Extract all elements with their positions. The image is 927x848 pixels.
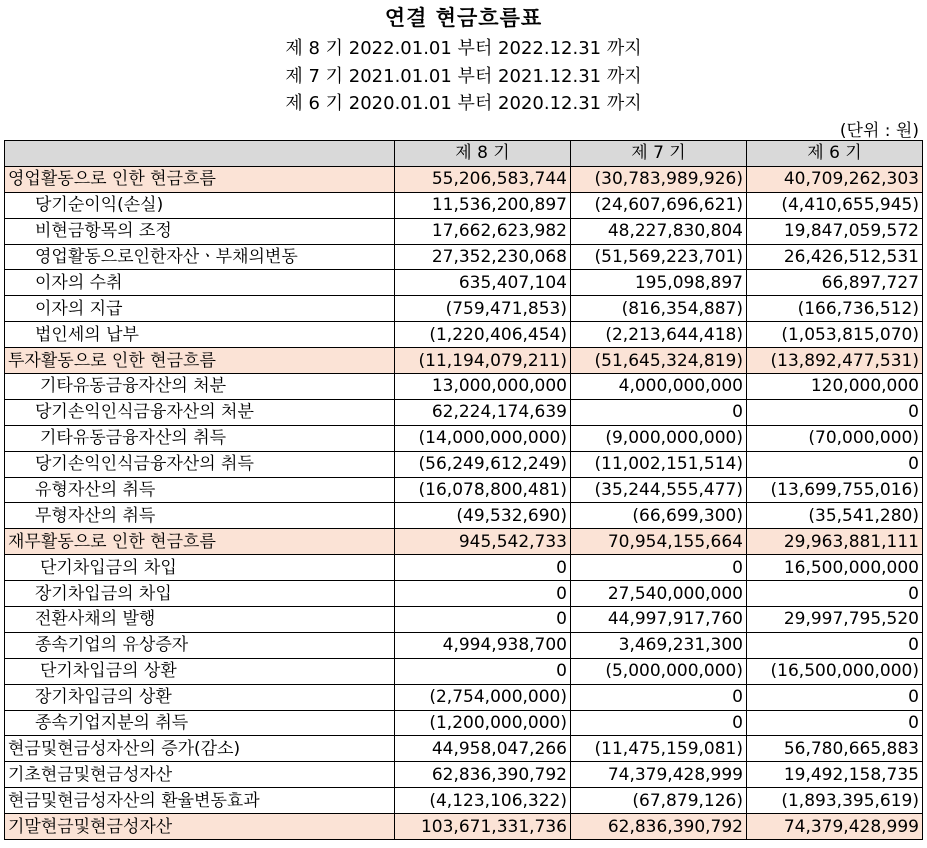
period-line-6: 제 6 기 2020.01.01 부터 2020.12.31 까지	[285, 93, 642, 114]
row-label: 무형자산의 취득	[5, 503, 395, 529]
row-value: 56,780,665,883	[747, 736, 923, 762]
table-row	[5, 555, 923, 581]
row-value: 74,379,428,999	[747, 814, 923, 840]
row-value: (30,783,989,926)	[571, 166, 747, 192]
row-value: 3,469,231,300	[571, 632, 747, 658]
row-value: (67,879,126)	[571, 788, 747, 814]
row-value: 17,662,623,982	[395, 218, 571, 244]
header-period-7: 제 7 기	[571, 141, 747, 167]
row-value: (14,000,000,000)	[395, 425, 571, 451]
row-value: 48,227,830,804	[571, 218, 747, 244]
row-label: 이자의 수취	[5, 270, 395, 296]
row-value: 74,379,428,999	[571, 762, 747, 788]
cash-flow-table	[4, 140, 923, 840]
row-value: (49,532,690)	[395, 503, 571, 529]
row-value: (4,123,106,322)	[395, 788, 571, 814]
table-row	[5, 192, 923, 218]
table-row	[5, 166, 923, 192]
row-label: 단기차입금의 상환	[5, 658, 395, 684]
row-value: (1,220,406,454)	[395, 322, 571, 348]
row-value: 0	[395, 555, 571, 581]
row-value: (66,699,300)	[571, 503, 747, 529]
row-value: 0	[747, 581, 923, 607]
table-row	[5, 529, 923, 555]
row-value: 103,671,331,736	[395, 814, 571, 840]
row-value: 0	[747, 451, 923, 477]
period-line-7: 제 7 기 2021.01.01 부터 2021.12.31 까지	[285, 66, 642, 87]
row-value: 40,709,262,303	[747, 166, 923, 192]
unit-label: (단위 : 원)	[839, 121, 919, 141]
table-row	[5, 374, 923, 400]
header-row	[5, 141, 923, 167]
row-value: 62,836,390,792	[571, 814, 747, 840]
row-label: 현금및현금성자산의 증가(감소)	[5, 736, 395, 762]
table-row	[5, 503, 923, 529]
table-row	[5, 244, 923, 270]
table-row	[5, 296, 923, 322]
row-value: (13,892,477,531)	[747, 348, 923, 374]
row-label: 장기차입금의 차입	[5, 581, 395, 607]
row-value: 0	[571, 555, 747, 581]
row-value: 0	[747, 684, 923, 710]
table-row	[5, 632, 923, 658]
row-label: 종속기업의 유상증자	[5, 632, 395, 658]
row-label: 기타유동금융자산의 처분	[5, 374, 395, 400]
row-value: 11,536,200,897	[395, 192, 571, 218]
row-label: 현금및현금성자산의 환율변동효과	[5, 788, 395, 814]
row-value: 29,997,795,520	[747, 607, 923, 633]
row-label: 비현금항목의 조정	[5, 218, 395, 244]
row-value: (13,699,755,016)	[747, 477, 923, 503]
row-value: (1,200,000,000)	[395, 710, 571, 736]
row-value: 0	[571, 684, 747, 710]
row-label: 영업활동으로인한자산ㆍ부채의변동	[5, 244, 395, 270]
row-value: (4,410,655,945)	[747, 192, 923, 218]
row-value: 44,958,047,266	[395, 736, 571, 762]
row-label: 유형자산의 취득	[5, 477, 395, 503]
row-label: 전환사채의 발행	[5, 607, 395, 633]
header-period-6: 제 6 기	[747, 141, 923, 167]
row-value: (816,354,887)	[571, 296, 747, 322]
row-value: (9,000,000,000)	[571, 425, 747, 451]
row-value: (759,471,853)	[395, 296, 571, 322]
table-row	[5, 425, 923, 451]
row-value: 70,954,155,664	[571, 529, 747, 555]
row-label: 기타유동금융자산의 취득	[5, 425, 395, 451]
row-label: 법인세의 납부	[5, 322, 395, 348]
row-value: 945,542,733	[395, 529, 571, 555]
row-value: (56,249,612,249)	[395, 451, 571, 477]
table-row	[5, 477, 923, 503]
row-value: (5,000,000,000)	[571, 658, 747, 684]
row-value: 4,994,938,700	[395, 632, 571, 658]
row-value: 19,492,158,735	[747, 762, 923, 788]
row-value: (11,002,151,514)	[571, 451, 747, 477]
table-row	[5, 581, 923, 607]
table-row	[5, 348, 923, 374]
row-label: 기초현금및현금성자산	[5, 762, 395, 788]
row-label: 단기차입금의 차입	[5, 555, 395, 581]
row-value: (11,194,079,211)	[395, 348, 571, 374]
row-label: 기말현금및현금성자산	[5, 814, 395, 840]
period-line-8: 제 8 기 2022.01.01 부터 2022.12.31 까지	[285, 38, 642, 59]
row-value: 0	[571, 399, 747, 425]
table-row	[5, 736, 923, 762]
row-label: 투자활동으로 인한 현금흐름	[5, 348, 395, 374]
row-value: 0	[395, 658, 571, 684]
row-value: (1,893,395,619)	[747, 788, 923, 814]
table-row	[5, 658, 923, 684]
row-value: 66,897,727	[747, 270, 923, 296]
row-label: 당기순이익(손실)	[5, 192, 395, 218]
row-value: 0	[395, 607, 571, 633]
row-label: 당기손익인식금융자산의 취득	[5, 451, 395, 477]
row-label: 종속기업지분의 취득	[5, 710, 395, 736]
row-value: 26,426,512,531	[747, 244, 923, 270]
row-label: 이자의 지급	[5, 296, 395, 322]
row-value: (2,213,644,418)	[571, 322, 747, 348]
table-row	[5, 814, 923, 840]
row-value: 0	[747, 710, 923, 736]
row-value: 55,206,583,744	[395, 166, 571, 192]
row-value: 27,352,230,068	[395, 244, 571, 270]
table-row	[5, 451, 923, 477]
row-label: 재무활동으로 인한 현금흐름	[5, 529, 395, 555]
row-value: 62,224,174,639	[395, 399, 571, 425]
table-row	[5, 710, 923, 736]
table-row	[5, 270, 923, 296]
table-row	[5, 788, 923, 814]
row-value: (11,475,159,081)	[571, 736, 747, 762]
row-value: 29,963,881,111	[747, 529, 923, 555]
row-value: (35,244,555,477)	[571, 477, 747, 503]
row-value: 0	[395, 581, 571, 607]
header-blank	[5, 141, 395, 167]
row-value: 27,540,000,000	[571, 581, 747, 607]
row-value: 0	[747, 399, 923, 425]
row-value: 195,098,897	[571, 270, 747, 296]
row-value: 44,997,917,760	[571, 607, 747, 633]
row-value: 4,000,000,000	[571, 374, 747, 400]
table-row	[5, 399, 923, 425]
row-value: (1,053,815,070)	[747, 322, 923, 348]
row-value: 0	[571, 710, 747, 736]
table-row	[5, 607, 923, 633]
table-row	[5, 322, 923, 348]
table-row	[5, 218, 923, 244]
row-value: (35,541,280)	[747, 503, 923, 529]
row-label: 장기차입금의 상환	[5, 684, 395, 710]
row-value: 62,836,390,792	[395, 762, 571, 788]
row-value: (16,500,000,000)	[747, 658, 923, 684]
row-value: (16,078,800,481)	[395, 477, 571, 503]
table-row	[5, 762, 923, 788]
row-value: (51,569,223,701)	[571, 244, 747, 270]
statement-title: 연결 현금흐름표	[384, 6, 543, 30]
header-period-8: 제 8 기	[395, 141, 571, 167]
row-value: 16,500,000,000	[747, 555, 923, 581]
row-value: 19,847,059,572	[747, 218, 923, 244]
row-value: 13,000,000,000	[395, 374, 571, 400]
row-label: 영업활동으로 인한 현금흐름	[5, 166, 395, 192]
row-value: 0	[747, 632, 923, 658]
row-value: (70,000,000)	[747, 425, 923, 451]
row-label: 당기손익인식금융자산의 처분	[5, 399, 395, 425]
row-value: 120,000,000	[747, 374, 923, 400]
table-row	[5, 684, 923, 710]
row-value: (2,754,000,000)	[395, 684, 571, 710]
row-value: (24,607,696,621)	[571, 192, 747, 218]
row-value: (51,645,324,819)	[571, 348, 747, 374]
row-value: 635,407,104	[395, 270, 571, 296]
row-value: (166,736,512)	[747, 296, 923, 322]
